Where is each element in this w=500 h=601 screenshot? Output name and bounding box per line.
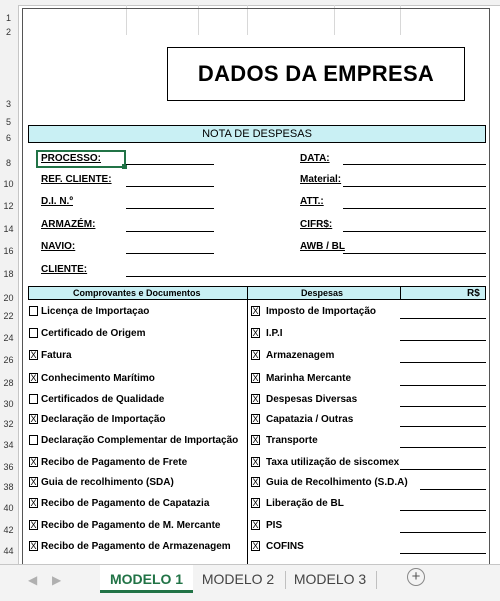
header-comprovantes: Comprovantes e Documentos <box>73 288 201 298</box>
row-number[interactable]: 30 <box>3 399 14 409</box>
value-line[interactable] <box>400 426 486 427</box>
row-header-bar[interactable] <box>0 5 19 564</box>
list-item: Conhecimento Marítimo <box>41 373 155 384</box>
sheet-tab-bar <box>0 564 500 601</box>
row-number[interactable]: 12 <box>3 201 14 211</box>
checkbox[interactable]: X <box>252 477 259 487</box>
list-item: Imposto de Importação <box>266 306 377 317</box>
row-number[interactable]: 14 <box>3 224 14 234</box>
checkbox[interactable]: X <box>252 350 259 360</box>
list-item: Recibo de Pagamento de Frete <box>41 457 188 468</box>
column-divider <box>247 300 248 564</box>
field-label-navio: NAVIO: <box>41 241 76 252</box>
value-line[interactable] <box>400 447 486 448</box>
checkbox[interactable]: X <box>30 520 37 530</box>
header-divider <box>400 287 401 299</box>
value-line[interactable] <box>400 318 486 319</box>
row-number[interactable]: 34 <box>3 440 14 450</box>
field-label-di: D.I. N.º <box>41 196 73 207</box>
list-item: Recibo de Pagamento de Armazenagem <box>41 541 231 552</box>
list-item: Despesas Diversas <box>266 394 358 405</box>
field-line[interactable] <box>126 208 214 209</box>
tab-scroll-right-icon[interactable]: ▶ <box>52 573 62 587</box>
list-item: Taxa utilização de siscomex <box>266 457 400 468</box>
row-number[interactable]: 42 <box>3 525 14 535</box>
row-number[interactable]: 3 <box>5 99 11 109</box>
row-number[interactable]: 24 <box>3 333 14 343</box>
list-item: PIS <box>266 520 283 531</box>
field-line[interactable] <box>126 231 214 232</box>
list-item: Armazenagem <box>266 350 335 361</box>
row-number[interactable]: 6 <box>5 133 11 143</box>
list-item: I.P.I <box>266 328 283 339</box>
checkbox[interactable]: X <box>252 457 259 467</box>
row-number[interactable]: 44 <box>3 546 14 556</box>
tab-modelo-3[interactable]: MODELO 3 <box>293 571 367 587</box>
tab-scroll-left-icon[interactable]: ◀ <box>28 573 38 587</box>
row-number[interactable]: 28 <box>3 378 14 388</box>
field-line[interactable] <box>126 164 214 165</box>
checkbox[interactable]: X <box>252 394 259 404</box>
list-item: Declaração de Importação <box>41 414 166 425</box>
row-number[interactable]: 5 <box>5 117 11 127</box>
list-item: Recibo de Pagamento de Capatazia <box>41 498 210 509</box>
row-number[interactable]: 40 <box>3 503 14 513</box>
list-item: Fatura <box>41 350 72 361</box>
checkbox[interactable]: X <box>252 541 259 551</box>
header-despesas: Despesas <box>301 288 344 298</box>
list-item: COFINS <box>266 541 304 552</box>
tab-separator <box>285 571 286 589</box>
field-label-att: ATT.: <box>300 196 324 207</box>
header-divider <box>247 287 248 299</box>
row-number[interactable]: 1 <box>5 13 11 23</box>
table-header[interactable] <box>28 286 486 300</box>
field-label-data: DATA: <box>300 153 330 164</box>
field-line[interactable] <box>343 186 486 187</box>
row-number[interactable]: 38 <box>3 482 14 492</box>
list-item: Certificado de Origem <box>41 328 146 339</box>
row-number[interactable]: 10 <box>3 179 14 189</box>
field-label-awb-bl: AWB / BL <box>300 241 345 252</box>
checkbox[interactable]: X <box>252 414 259 424</box>
list-item: Transporte <box>266 435 318 446</box>
field-label-cifr: CIFR$: <box>300 219 333 230</box>
row-number[interactable]: 18 <box>3 269 14 279</box>
checkbox[interactable]: X <box>252 498 259 508</box>
list-item: Liberação de BL <box>266 498 344 509</box>
row-number[interactable]: 22 <box>3 311 14 321</box>
field-line[interactable] <box>343 208 486 209</box>
value-line[interactable] <box>400 469 486 470</box>
header-valor: R$ <box>467 288 480 299</box>
checkbox[interactable]: X <box>30 541 37 551</box>
row-number[interactable]: 26 <box>3 355 14 365</box>
checkbox[interactable] <box>29 435 38 445</box>
value-line[interactable] <box>400 553 486 554</box>
tab-modelo-1[interactable]: MODELO 1 <box>100 565 193 593</box>
add-sheet-icon[interactable]: + <box>407 568 425 586</box>
field-line[interactable] <box>343 253 486 254</box>
list-item: Capatazia / Outras <box>266 414 354 425</box>
row-number[interactable]: 2 <box>5 27 11 37</box>
value-line[interactable] <box>420 489 486 490</box>
checkbox[interactable] <box>29 328 38 338</box>
checkbox[interactable]: X <box>30 373 37 383</box>
row-number[interactable]: 20 <box>3 293 14 303</box>
value-line[interactable] <box>400 385 486 386</box>
row-number[interactable]: 32 <box>3 419 14 429</box>
checkbox[interactable]: X <box>252 306 259 316</box>
field-line[interactable] <box>343 164 486 165</box>
checkbox[interactable]: X <box>252 435 259 445</box>
checkbox[interactable]: X <box>252 373 259 383</box>
field-label-cliente: CLIENTE: <box>41 264 88 275</box>
field-line[interactable] <box>126 253 214 254</box>
list-item: Declaração Complementar de Importação <box>41 435 239 446</box>
column-header-bar[interactable] <box>0 0 500 6</box>
field-label-armazem: ARMAZÉM: <box>41 219 96 230</box>
field-line[interactable] <box>343 231 486 232</box>
list-item: Recibo de Pagamento de M. Mercante <box>41 520 221 531</box>
tab-modelo-2[interactable]: MODELO 2 <box>201 571 275 587</box>
expense-note-banner[interactable]: NOTA DE DESPESAS <box>28 125 486 143</box>
checkbox[interactable]: X <box>30 498 37 508</box>
value-line[interactable] <box>400 340 486 341</box>
field-line[interactable] <box>126 276 486 277</box>
list-item: Guia de Recolhimento (S.D.A) <box>266 477 408 488</box>
value-line[interactable] <box>400 362 486 363</box>
checkbox[interactable]: X <box>30 477 37 487</box>
checkbox[interactable]: X <box>252 520 259 530</box>
checkbox[interactable]: X <box>252 328 259 338</box>
field-label-ref-cliente: REF. CLIENTE: <box>41 174 112 185</box>
value-line[interactable] <box>400 532 486 533</box>
value-line[interactable] <box>400 510 486 511</box>
checkbox[interactable] <box>29 394 38 404</box>
checkbox[interactable]: X <box>30 350 37 360</box>
checkbox[interactable] <box>29 306 38 316</box>
field-label-processo: PROCESSO: <box>41 153 102 164</box>
field-line[interactable] <box>126 186 214 187</box>
field-label-material: Material: <box>300 174 342 185</box>
value-line[interactable] <box>400 406 486 407</box>
checkbox[interactable]: X <box>30 457 37 467</box>
list-item: Marinha Mercante <box>266 373 352 384</box>
tab-separator <box>376 571 377 589</box>
row-number[interactable]: 36 <box>3 462 14 472</box>
list-item: Guia de recolhimento (SDA) <box>41 477 174 488</box>
list-item: Licença de Importaçao <box>41 306 150 317</box>
checkbox[interactable]: X <box>30 414 37 424</box>
row-number[interactable]: 16 <box>3 246 14 256</box>
list-item: Certificados de Qualidade <box>41 394 165 405</box>
row-number[interactable]: 8 <box>5 158 11 168</box>
page-title[interactable]: DADOS DA EMPRESA <box>167 47 465 101</box>
